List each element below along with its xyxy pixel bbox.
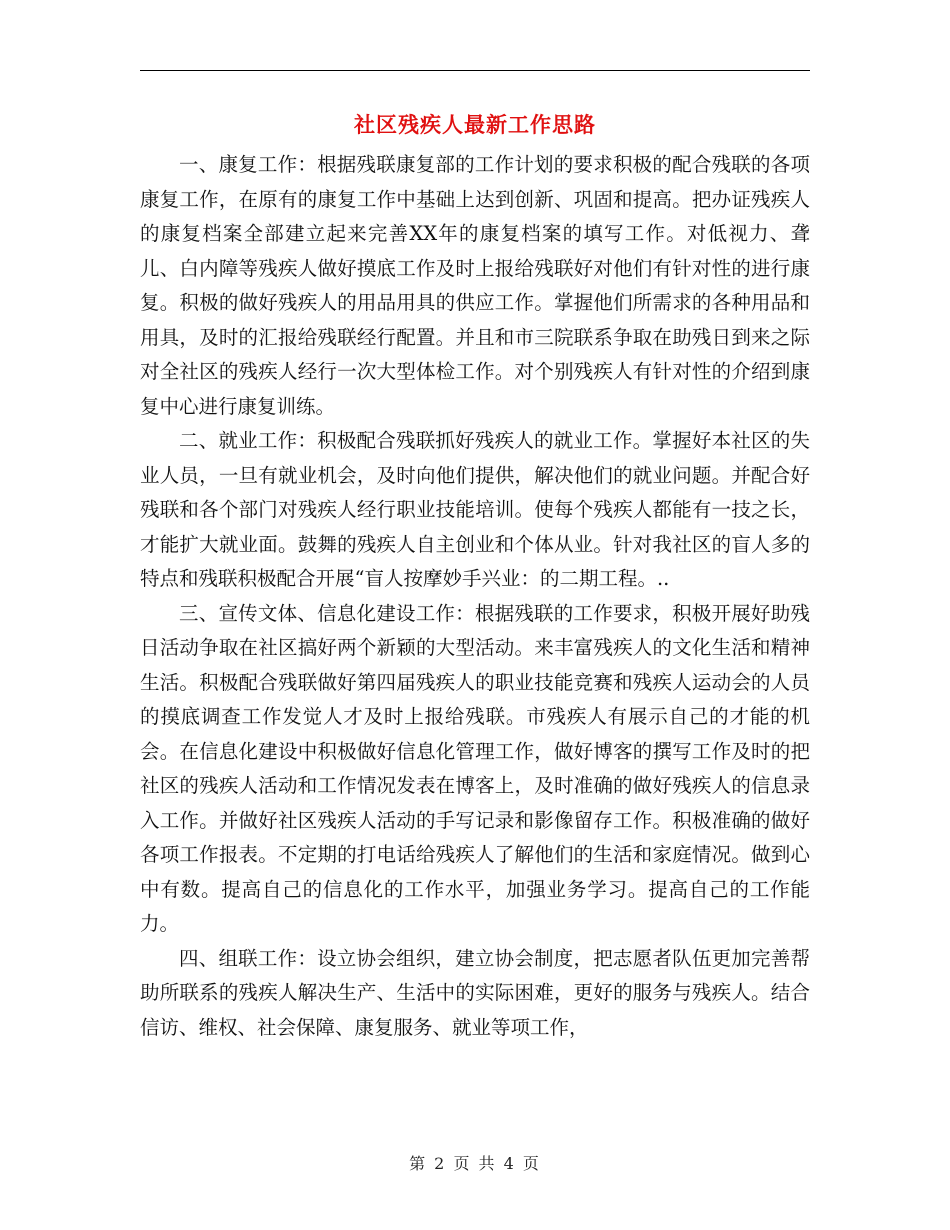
paragraph-rehabilitation: 一、康复工作：根据残联康复部的工作计划的要求积极的配合残联的各项康复工作，在原有的康复工作中基础上达到创新、巩固和提高。把办证残疾人的康复档案全部建立起来完善XX年的康复档案的填写工作。对低视力、聋儿、白内障等残疾人做好摸底工作及时上报给残联好对他们有针对性的进行康复。积极的做好残疾人的用品用具的供应工作。掌握他们所需求的各种用品和用具，及时的汇报给残联经行配置。并且和市三院联系争取在助残日到来之际对全社区的残疾人经行一次大型体检工作。对个别残疾人有针对性的介绍到康复中心进行康复训练。 [140, 153, 810, 418]
paragraph-publicity-informatization: 三、宣传文体、信息化建设工作：根据残联的工作要求，积极开展好助残日活动争取在社区搞好两个新颖的大型活动。来丰富残疾人的文化生活和精神生活。积极配合残联做好第四届残疾人的职业技能竞赛和残疾人运动会的人员的摸底调查工作发觉人才及时上报给残联。市残疾人有展示自己的才能的机会。在信息化建设中积极做好信息化管理工作，做好博客的撰写工作及时的把社区的残疾人活动和工作情况发表在博客上，及时准确的做好残疾人的信息录入工作。并做好社区残疾人活动的手写记录和影像留存工作。积极准确的做好各项工作报表。不定期的打电话给残疾人了解他们的生活和家庭情况。做到心中有数。提高自己的信息化的工作水平，加强业务学习。提高自己的工作能力。 [140, 601, 810, 935]
document-body [140, 148, 810, 1045]
page-footer: 第 2 页 共 4 页 [409, 1154, 541, 1173]
document-title: 社区残疾人最新工作思路 [354, 113, 596, 137]
paragraph-employment: 二、就业工作：积极配合残联抓好残疾人的就业工作。掌握好本社区的失业人员，一旦有就业机会，及时向他们提供，解决他们的就业问题。并配合好残联和各个部门对残疾人经行职业技能培训。使每个残疾人都能有一技之长，才能扩大就业面。鼓舞的残疾人自主创业和个体从业。针对我社区的盲人多的特点和残联积极配合开展“盲人按摩妙手兴业：的二期工程。.. [140, 429, 810, 590]
header-rule [140, 70, 810, 71]
paragraph-organization-liaison: 四、组联工作：设立协会组织，建立协会制度，把志愿者队伍更加完善帮助所联系的残疾人解决生产、生活中的实际困难，更好的服务与残疾人。结合信访、维权、社会保障、康复服务、就业等项工作， [140, 946, 810, 1039]
